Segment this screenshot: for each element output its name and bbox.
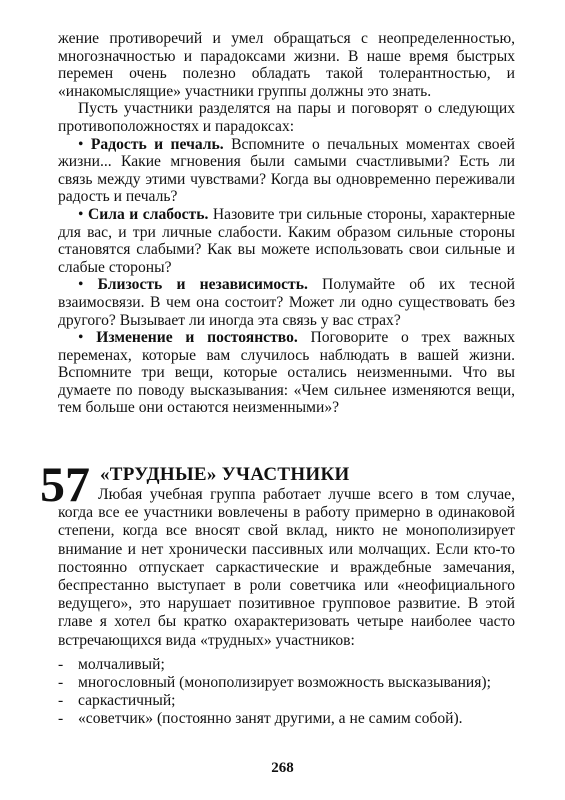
page-number: 268 <box>271 760 294 776</box>
list-item-text: молчаливый; <box>78 655 165 673</box>
list-item <box>58 656 515 674</box>
bullet-text: Вспомните о печальных моментах своей жизни... Какие мгновения были самыми счастливыми? Есть ли связь между этими чувствами? Когда вы одновременно переживали радость и печаль? <box>58 135 515 206</box>
list-item <box>58 674 515 692</box>
top-text-block <box>58 30 515 417</box>
bullet-term: Изменение и постоянство. <box>96 329 298 347</box>
list-item <box>58 710 515 728</box>
list-dash: - <box>58 655 64 673</box>
list-item <box>58 692 515 710</box>
chapter-number: 57 <box>40 456 90 512</box>
list-item-text: «советчик» (постоянно занят другими, а не самим собой). <box>78 710 463 728</box>
bullet-marker: • <box>78 205 84 223</box>
bullet-text: Поговорите о трех важных переменах, которые вам случилось наблюдать в вашей жизни. Вспомните три вещи, которые остались неизменными. Что вы думаете по поводу высказывания: «Чем сильнее изменяются вещи, тем больше они остаются неизменными»? <box>58 329 515 417</box>
paragraph-instructions: Пусть участники разделятся на пары и поговорят о следующих противоположностях и парадоксах: <box>58 100 515 135</box>
chapter-intro: Любая учебная группа работает лучше всего в том случае, когда все ее участники вовлечены в работу примерно в одинаковой степени, когда все вносят свой вклад, никто не монополизирует внимание и нет хронически пассивных или молчащих. Если кто-то постоянно отпускает саркастические и враждебные замечания, беспрестанно выступает в роли советчика или «неофициального ведущего», это нарушает позитивное групповое развитие. В этой главе я хотел бы кратко охарактеризовать четыре наиболее часто встречающихся вида «трудных» участников: <box>58 486 515 649</box>
list-dash: - <box>58 710 64 728</box>
bullet-marker: • <box>78 135 84 153</box>
bullet-marker: • <box>78 276 84 294</box>
bullet-text: Назовите три сильные стороны, характерные для вас, и три личные слабости. Каким образом сильные стороны становятся слабыми? Как вы можете использовать свои сильные и слабые стороны? <box>58 205 515 276</box>
chapter-title: «ТРУДНЫЕ» УЧАСТНИКИ <box>100 464 350 485</box>
bullet-term: Сила и слабость. <box>87 205 209 223</box>
participant-types-list <box>58 656 515 729</box>
bullet-item <box>58 276 515 329</box>
list-item-text: многословный (монополизирует возможность высказывания); <box>78 674 491 692</box>
bullet-term: Близость и независимость. <box>97 276 308 294</box>
bullet-item <box>58 206 515 276</box>
chapter-body <box>58 486 515 729</box>
list-dash: - <box>58 692 64 710</box>
bullet-term: Радость и печаль. <box>90 135 224 153</box>
list-item-text: саркастичный; <box>78 692 176 710</box>
bullet-item <box>58 136 515 206</box>
list-dash: - <box>58 674 64 692</box>
bullet-item <box>58 329 515 417</box>
bullet-marker: • <box>78 329 84 347</box>
paragraph-continuation: жение противоречий и умел обращаться с неопределенностью, многозначностью и парадоксами жизни. В наше время быстрых перемен очень полезно обладать такой толерантностью, и «инакомыслящие» участники группы должны это знать. <box>58 30 515 100</box>
bullet-text: Полумайте об их тесной взаимосвязи. В чем она состоит? Может ли одно существовать без другого? Вызывает ли иногда эта связь у вас страх? <box>58 276 515 329</box>
